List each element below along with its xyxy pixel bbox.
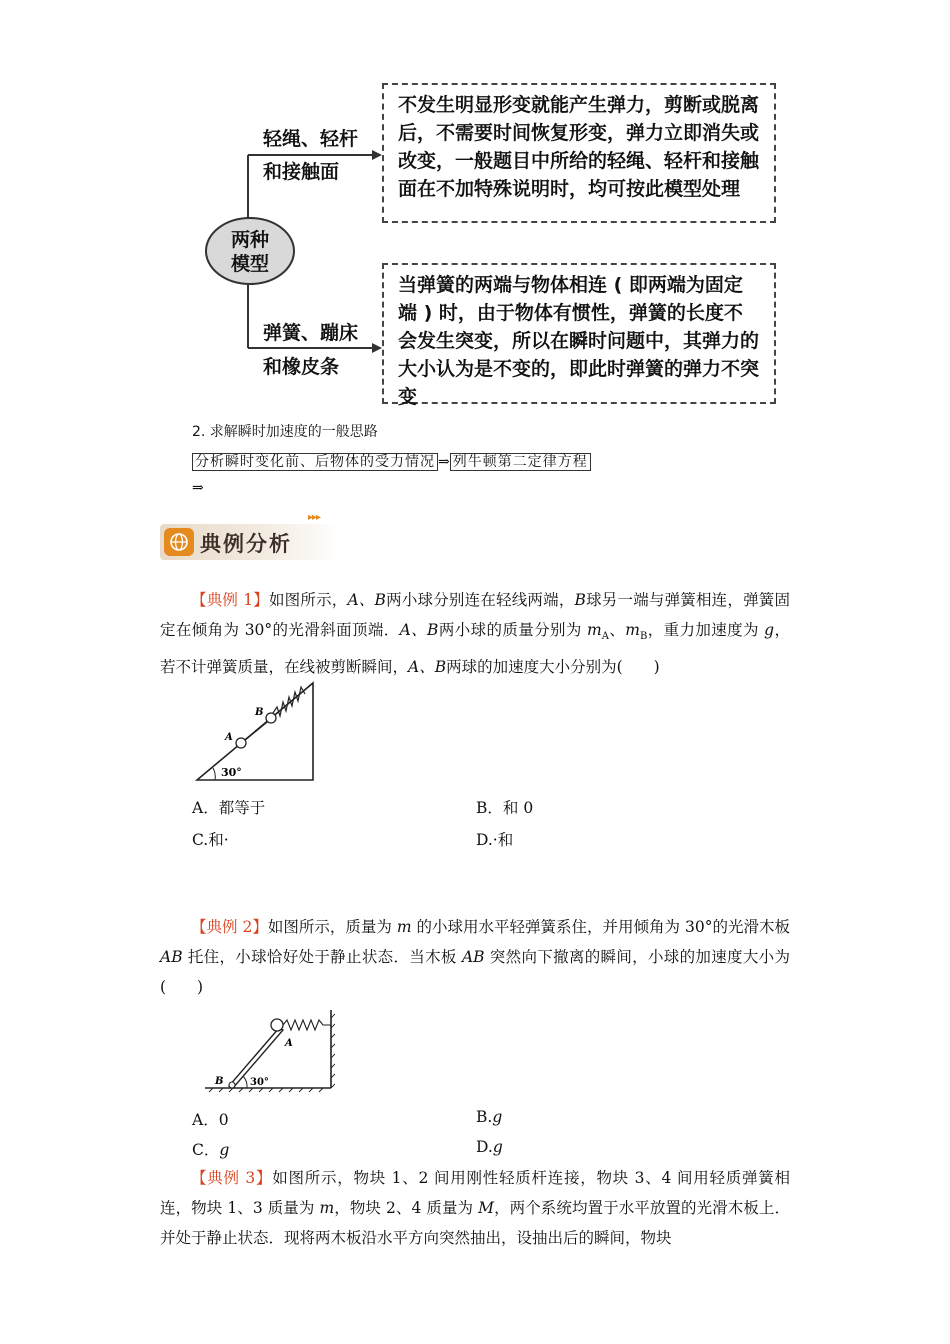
ball-b: [266, 713, 276, 723]
fig1-label-a: A: [225, 732, 233, 743]
fig1-angle-label: 30°: [221, 766, 242, 779]
var-ab-2: A、B: [399, 621, 439, 639]
ex1-text-a: 如图所示，: [268, 591, 348, 609]
ball-m: [271, 1019, 283, 1031]
example2-figure: [195, 1008, 335, 1100]
ex2-option-c[interactable]: [192, 1138, 229, 1160]
step-arrow: ⇒: [438, 454, 450, 470]
var-m-4: m: [319, 1199, 335, 1217]
step-arrow-2: ⇒: [192, 480, 204, 496]
ex2-option-d[interactable]: [476, 1138, 503, 1156]
center-label: [206, 228, 294, 276]
top-branch-line1: 轻绳、轻杆: [263, 128, 359, 150]
ex1-text-b: 两小球分别连在轻线两端，: [385, 591, 575, 609]
sub-b: B: [639, 631, 648, 643]
center-label-line1: 两种: [230, 229, 269, 251]
ex2-option-c-g: g: [219, 1141, 230, 1159]
fig2-angle-label: 30°: [250, 1077, 269, 1088]
var-m: m: [587, 621, 602, 639]
example2-text: [160, 912, 790, 1002]
ex1-text-e: ，重力加速度为: [647, 621, 765, 639]
sub-a: A: [601, 631, 609, 643]
ex2-option-b[interactable]: [476, 1108, 502, 1126]
fig2-label-a: A: [285, 1038, 293, 1049]
var-ab-board-2: AB: [461, 948, 485, 966]
ex1-option-a[interactable]: A．都等于: [192, 799, 266, 817]
ex2-text-d: 突然向下撤离的瞬间，小球的加速度大小为( ): [160, 948, 790, 996]
ex3-text-a: 如图所示，物块 1、2 间用刚性轻质杆连接，物块 3、4 间用轻质弹簧相连，物块 1、3 质量为: [160, 1169, 790, 1217]
ex3-text-c: ，两个系统均置于水平放置的光滑木板上．并处于静止状态．现将两木板沿水平方向突然抽出，设抽出后的瞬间，物块: [160, 1199, 790, 1247]
var-g: g: [764, 621, 775, 639]
var-ab-3: A、B: [408, 658, 447, 677]
section2-title: 2. 求解瞬时加速度的一般思路: [192, 424, 378, 440]
example2-tag: 【典例 2】: [191, 918, 268, 936]
ex1-text-c: 球另一端与弹簧相连，弹簧固定在倾角为 30°的光滑斜面顶端．: [160, 591, 790, 639]
example3-tag: 【典例 3】: [191, 1169, 273, 1187]
var-m-3: m: [396, 918, 412, 936]
ex2-option-d-g: g: [492, 1138, 503, 1156]
ex1-text-g: 两球的加速度大小分别为( ): [446, 658, 660, 677]
steps-flow: [192, 451, 591, 471]
fig2-label-b: B: [215, 1076, 224, 1087]
ex1-option-c[interactable]: C.和·: [192, 831, 229, 849]
bottom-branch-line2: 和橡皮条: [263, 356, 340, 378]
var-M: M: [478, 1199, 494, 1217]
globe-icon: [164, 528, 194, 556]
step2-box: 列牛顿第二定律方程: [450, 453, 591, 471]
bottom-branch-line1: 弹簧、蹦床: [263, 322, 359, 344]
var-b: B: [574, 591, 586, 609]
var-m-2: m: [625, 621, 640, 639]
var-ab: A、B: [347, 591, 386, 609]
ex1-option-d[interactable]: D.·和: [476, 831, 514, 849]
top-model-box: 不发生明显形变就能产生弹力，剪断或脱离后，不需要时间恢复形变，弹力立即消失或改变，一般题目中所给的轻绳、轻杆和接触面在不加特殊说明时，均可按此模型处理: [382, 83, 776, 223]
example1-text: 【典例 1】如图所示，A、B两小球分别连在轻线两端，B球另一端与弹簧相连，弹簧固定在倾角为 30°的光滑斜面顶端．A、B两小球的质量分别为 $m_A$、$m_B$，重力加速度为 g，若不计弹簧质量，在线被剪断瞬间，A、B两球的加速度大小分别为( ): [160, 591, 790, 677]
ex2-text-b: 的小球用水平轻弹簧系住，并用倾角为 30°的光滑木板: [411, 918, 790, 936]
banner-arrows: ▸▸▸: [308, 512, 321, 523]
ball-a: [236, 738, 246, 748]
var-ab-board: AB: [160, 948, 183, 966]
example-banner: [160, 512, 340, 560]
ex3-text-b: ，物块 2、4 质量为: [334, 1199, 479, 1217]
example1-tag: 【典例 1】: [191, 591, 269, 609]
ex2-option-c-label: C．: [192, 1141, 220, 1159]
ex1-option-b[interactable]: B．和 0: [476, 799, 534, 817]
ex2-text-a: 如图所示，质量为: [267, 918, 397, 936]
bottom-model-box: 当弹簧的两端与物体相连 ( 即两端为固定端 ) 时，由于物体有惯性，弹簧的长度不会发生突变，所以在瞬时问题中，其弹力的大小认为是不变的，即此时弹簧的弹力不突变: [382, 263, 776, 404]
top-branch-line2: 和接触面: [263, 161, 340, 183]
fig1-label-b: B: [255, 707, 264, 718]
ex1-text-d: 两小球的质量分别为: [438, 621, 588, 639]
example1-figure: [195, 680, 325, 785]
ex2-option-a[interactable]: A．0: [192, 1111, 229, 1129]
ex2-option-d-label: D.: [476, 1138, 493, 1156]
ex1-text-f: ，若不计弹簧质量，在线被剪断瞬间，: [160, 621, 790, 677]
ex2-option-b-g: g: [492, 1108, 503, 1126]
example3-text: [160, 1163, 790, 1253]
ex2-option-b-label: B.: [476, 1108, 493, 1126]
step1-box: 分析瞬时变化前、后物体的受力情况: [192, 453, 438, 471]
ex2-text-c: 托住，小球恰好处于静止状态．当木板: [182, 948, 462, 966]
center-label-line2: 模型: [230, 253, 269, 275]
banner-title: 典例分析: [200, 532, 292, 556]
